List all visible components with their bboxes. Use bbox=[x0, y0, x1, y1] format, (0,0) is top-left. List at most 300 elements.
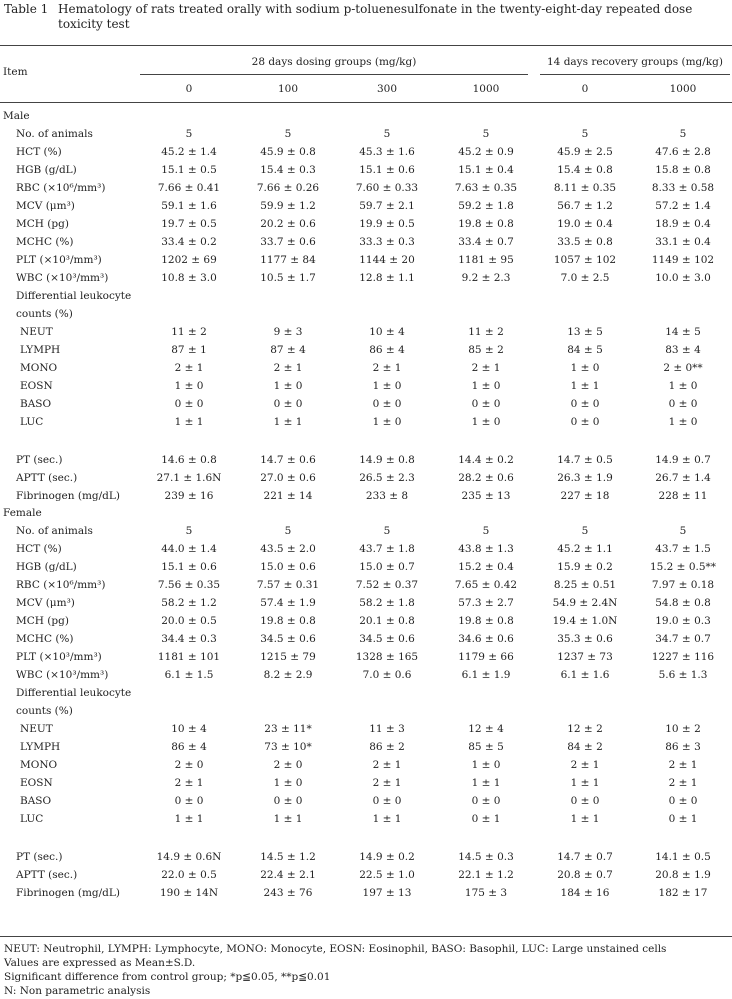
cell-value: 1 ± 1 bbox=[273, 416, 303, 428]
table-row bbox=[0, 630, 732, 648]
cell-value: 1 ± 1 bbox=[372, 813, 402, 825]
row-label: RBC (×10⁶/mm³) bbox=[16, 182, 106, 194]
cell-value: 45.3 ± 1.6 bbox=[359, 146, 415, 158]
cell-value: 2 ± 1 bbox=[668, 759, 698, 771]
cell-value: 33.3 ± 0.3 bbox=[359, 236, 415, 248]
cell-value: 14.6 ± 0.8 bbox=[161, 454, 217, 466]
cell-value: 7.63 ± 0.35 bbox=[454, 182, 518, 194]
row-label: LUC bbox=[20, 416, 44, 428]
row-spacer bbox=[0, 431, 732, 451]
table-row bbox=[0, 576, 732, 594]
cell-value: 5 bbox=[581, 525, 589, 537]
section-title bbox=[0, 108, 732, 125]
row-label: MCV (μm³) bbox=[16, 597, 75, 609]
cell-value: 0 ± 0 bbox=[570, 795, 600, 807]
cell-value: 0 ± 0 bbox=[174, 398, 204, 410]
cell-value: 86 ± 4 bbox=[171, 741, 207, 753]
cell-value: 2 ± 1 bbox=[570, 759, 600, 771]
cell-value: 6.1 ± 1.5 bbox=[164, 669, 214, 681]
table-row bbox=[0, 866, 732, 884]
cell-value: 0 ± 0 bbox=[570, 416, 600, 428]
bottom-rule bbox=[0, 936, 732, 937]
cell-value: 26.5 ± 2.3 bbox=[359, 472, 415, 484]
cell-value: 15.0 ± 0.7 bbox=[359, 561, 415, 573]
table-row bbox=[0, 540, 732, 558]
cell-value: 2 ± 0 bbox=[174, 759, 204, 771]
header-item: Item bbox=[3, 66, 28, 78]
section-title-label: Female bbox=[3, 507, 42, 519]
cell-value: 175 ± 3 bbox=[464, 887, 508, 899]
cell-value: 0 ± 0 bbox=[174, 795, 204, 807]
table-row bbox=[0, 269, 732, 287]
cell-value: 7.52 ± 0.37 bbox=[355, 579, 419, 591]
header-dose: 300 bbox=[376, 83, 398, 95]
cell-value: 15.9 ± 0.2 bbox=[557, 561, 613, 573]
cell-value: 26.3 ± 1.9 bbox=[557, 472, 613, 484]
cell-value: 19.0 ± 0.3 bbox=[655, 615, 711, 627]
cell-value: 86 ± 2 bbox=[369, 741, 405, 753]
cell-value: 20.8 ± 1.9 bbox=[655, 869, 711, 881]
cell-value: 43.7 ± 1.8 bbox=[359, 543, 415, 555]
cell-value: 0 ± 0 bbox=[273, 795, 303, 807]
cell-value: 15.1 ± 0.6 bbox=[359, 164, 415, 176]
cell-value: 33.4 ± 0.2 bbox=[161, 236, 217, 248]
cell-value: 45.2 ± 1.1 bbox=[557, 543, 613, 555]
cell-value: 1227 ± 116 bbox=[651, 651, 715, 663]
cell-value: 10 ± 4 bbox=[369, 326, 405, 338]
cell-value: 2 ± 1 bbox=[372, 777, 402, 789]
cell-value: 1144 ± 20 bbox=[359, 254, 415, 266]
cell-value: 10.5 ± 1.7 bbox=[260, 272, 316, 284]
row-label: MCH (pg) bbox=[16, 615, 69, 627]
top-rule bbox=[0, 45, 732, 46]
row-label: Differential leukocyte bbox=[16, 687, 132, 699]
cell-value: 243 ± 76 bbox=[263, 887, 313, 899]
cell-value: 23 ± 11* bbox=[264, 723, 312, 735]
row-label: LYMPH bbox=[20, 741, 61, 753]
cell-value: 8.2 ± 2.9 bbox=[263, 669, 313, 681]
cell-value: 0 ± 0 bbox=[471, 795, 501, 807]
row-label: EOSN bbox=[20, 777, 53, 789]
cell-value: 0 ± 0 bbox=[668, 398, 698, 410]
cell-value: 34.4 ± 0.3 bbox=[161, 633, 217, 645]
cell-value: 12.8 ± 1.1 bbox=[359, 272, 415, 284]
cell-value: 85 ± 2 bbox=[468, 344, 504, 356]
cell-value: 15.4 ± 0.8 bbox=[557, 164, 613, 176]
cell-value: 11 ± 2 bbox=[468, 326, 504, 338]
cell-value: 73 ± 10* bbox=[264, 741, 312, 753]
cell-value: 87 ± 4 bbox=[270, 344, 306, 356]
footnote-nonparametric: N: Non parametric analysis bbox=[4, 985, 151, 997]
cell-value: 0 ± 0 bbox=[471, 398, 501, 410]
table-row bbox=[0, 666, 732, 684]
cell-value: 5 bbox=[284, 128, 292, 140]
cell-value: 34.5 ± 0.6 bbox=[359, 633, 415, 645]
cell-value: 15.1 ± 0.4 bbox=[458, 164, 514, 176]
cell-value: 19.8 ± 0.8 bbox=[260, 615, 316, 627]
table-row bbox=[0, 594, 732, 612]
cell-value: 5 bbox=[581, 128, 589, 140]
cell-value: 1 ± 0 bbox=[372, 416, 402, 428]
row-label: No. of animals bbox=[16, 128, 93, 140]
cell-value: 233 ± 8 bbox=[365, 490, 409, 502]
cell-value: 1 ± 0 bbox=[174, 380, 204, 392]
cell-value: 7.97 ± 0.18 bbox=[651, 579, 715, 591]
cell-value: 1 ± 1 bbox=[174, 813, 204, 825]
cell-value: 19.8 ± 0.8 bbox=[458, 615, 514, 627]
cell-value: 5 bbox=[679, 525, 687, 537]
cell-value: 1 ± 1 bbox=[570, 380, 600, 392]
cell-value: 5 bbox=[383, 128, 391, 140]
cell-value: 59.9 ± 1.2 bbox=[260, 200, 316, 212]
table-row bbox=[0, 251, 732, 269]
cell-value: 20.1 ± 0.8 bbox=[359, 615, 415, 627]
cell-value: 7.65 ± 0.42 bbox=[454, 579, 518, 591]
table-row bbox=[0, 305, 732, 323]
row-label: HGB (g/dL) bbox=[16, 164, 77, 176]
cell-value: 22.0 ± 0.5 bbox=[161, 869, 217, 881]
cell-value: 18.9 ± 0.4 bbox=[655, 218, 711, 230]
cell-value: 59.1 ± 1.6 bbox=[161, 200, 217, 212]
cell-value: 58.2 ± 1.2 bbox=[161, 597, 217, 609]
row-label: No. of animals bbox=[16, 525, 93, 537]
cell-value: 1 ± 0 bbox=[372, 380, 402, 392]
recovery-groups-underline bbox=[540, 74, 730, 75]
table-row bbox=[0, 451, 732, 469]
cell-value: 239 ± 16 bbox=[164, 490, 214, 502]
footnote-values: Values are expressed as Mean±S.D. bbox=[4, 957, 196, 969]
cell-value: 1 ± 0 bbox=[668, 416, 698, 428]
cell-value: 228 ± 11 bbox=[658, 490, 708, 502]
table-row bbox=[0, 612, 732, 630]
row-label: EOSN bbox=[20, 380, 53, 392]
section-title bbox=[0, 505, 732, 522]
section-title-label: Male bbox=[3, 110, 30, 122]
row-label: PLT (×10³/mm³) bbox=[16, 651, 102, 663]
row-label: HGB (g/dL) bbox=[16, 561, 77, 573]
row-label: NEUT bbox=[20, 326, 53, 338]
cell-value: 1 ± 1 bbox=[174, 416, 204, 428]
cell-value: 8.11 ± 0.35 bbox=[553, 182, 617, 194]
header-rule bbox=[0, 102, 732, 103]
cell-value: 7.60 ± 0.33 bbox=[355, 182, 419, 194]
cell-value: 1 ± 1 bbox=[273, 813, 303, 825]
table-row bbox=[0, 287, 732, 305]
cell-value: 27.1 ± 1.6N bbox=[156, 472, 222, 484]
table-row bbox=[0, 197, 732, 215]
row-label: APTT (sec.) bbox=[16, 472, 78, 484]
cell-value: 86 ± 3 bbox=[665, 741, 701, 753]
cell-value: 1177 ± 84 bbox=[260, 254, 316, 266]
cell-value: 33.1 ± 0.4 bbox=[655, 236, 711, 248]
cell-value: 19.9 ± 0.5 bbox=[359, 218, 415, 230]
dosing-groups-underline bbox=[140, 74, 528, 75]
cell-value: 1181 ± 95 bbox=[458, 254, 514, 266]
cell-value: 7.57 ± 0.31 bbox=[256, 579, 320, 591]
cell-value: 1 ± 0 bbox=[471, 416, 501, 428]
cell-value: 1149 ± 102 bbox=[651, 254, 715, 266]
cell-value: 2 ± 0** bbox=[663, 362, 703, 374]
cell-value: 7.0 ± 0.6 bbox=[362, 669, 412, 681]
table-row bbox=[0, 810, 732, 828]
table-row bbox=[0, 558, 732, 576]
cell-value: 57.2 ± 1.4 bbox=[655, 200, 711, 212]
cell-value: 1 ± 0 bbox=[471, 759, 501, 771]
cell-value: 1057 ± 102 bbox=[553, 254, 617, 266]
cell-value: 57.4 ± 1.9 bbox=[260, 597, 316, 609]
row-label: Fibrinogen (mg/dL) bbox=[16, 887, 120, 899]
footnotes bbox=[4, 942, 728, 998]
cell-value: 15.1 ± 0.5 bbox=[161, 164, 217, 176]
cell-value: 190 ± 14N bbox=[159, 887, 219, 899]
cell-value: 0 ± 0 bbox=[372, 795, 402, 807]
cell-value: 1 ± 0 bbox=[471, 380, 501, 392]
row-label: PT (sec.) bbox=[16, 851, 63, 863]
cell-value: 5 bbox=[383, 525, 391, 537]
cell-value: 6.1 ± 1.9 bbox=[461, 669, 511, 681]
cell-value: 11 ± 3 bbox=[369, 723, 405, 735]
table-row bbox=[0, 702, 732, 720]
cell-value: 59.7 ± 2.1 bbox=[359, 200, 415, 212]
cell-value: 2 ± 1 bbox=[668, 777, 698, 789]
cell-value: 0 ± 1 bbox=[471, 813, 501, 825]
cell-value: 34.7 ± 0.7 bbox=[655, 633, 711, 645]
row-label: MONO bbox=[20, 759, 58, 771]
cell-value: 58.2 ± 1.8 bbox=[359, 597, 415, 609]
row-label: MCH (pg) bbox=[16, 218, 69, 230]
header-dose: 1000 bbox=[669, 83, 697, 95]
row-label: PT (sec.) bbox=[16, 454, 63, 466]
row-label: MCHC (%) bbox=[16, 633, 74, 645]
row-label: Fibrinogen (mg/dL) bbox=[16, 490, 120, 502]
cell-value: 7.66 ± 0.41 bbox=[157, 182, 221, 194]
cell-value: 45.9 ± 0.8 bbox=[260, 146, 316, 158]
cell-value: 5 bbox=[185, 525, 193, 537]
cell-value: 33.4 ± 0.7 bbox=[458, 236, 514, 248]
cell-value: 19.7 ± 0.5 bbox=[161, 218, 217, 230]
cell-value: 35.3 ± 0.6 bbox=[557, 633, 613, 645]
cell-value: 22.4 ± 2.1 bbox=[260, 869, 316, 881]
cell-value: 197 ± 13 bbox=[362, 887, 412, 899]
cell-value: 1 ± 0 bbox=[273, 380, 303, 392]
table-row bbox=[0, 215, 732, 233]
cell-value: 86 ± 4 bbox=[369, 344, 405, 356]
cell-value: 7.0 ± 2.5 bbox=[560, 272, 610, 284]
cell-value: 14.5 ± 0.3 bbox=[458, 851, 514, 863]
row-label: Differential leukocyte bbox=[16, 290, 132, 302]
row-spacer bbox=[0, 828, 732, 848]
row-label: LUC bbox=[20, 813, 44, 825]
cell-value: 0 ± 0 bbox=[570, 398, 600, 410]
table-row bbox=[0, 233, 732, 251]
cell-value: 1179 ± 66 bbox=[458, 651, 514, 663]
table-row bbox=[0, 161, 732, 179]
cell-value: 20.2 ± 0.6 bbox=[260, 218, 316, 230]
row-label: HCT (%) bbox=[16, 146, 62, 158]
table-row bbox=[0, 487, 732, 505]
cell-value: 1 ± 1 bbox=[570, 813, 600, 825]
cell-value: 19.4 ± 1.0N bbox=[552, 615, 618, 627]
cell-value: 43.8 ± 1.3 bbox=[458, 543, 514, 555]
cell-value: 2 ± 1 bbox=[174, 777, 204, 789]
row-label: WBC (×10³/mm³) bbox=[16, 669, 109, 681]
row-label: MCV (μm³) bbox=[16, 200, 75, 212]
cell-value: 1202 ± 69 bbox=[161, 254, 217, 266]
header-recovery-groups: 14 days recovery groups (mg/kg) bbox=[547, 56, 723, 68]
cell-value: 34.5 ± 0.6 bbox=[260, 633, 316, 645]
cell-value: 14.4 ± 0.2 bbox=[458, 454, 514, 466]
footnote-abbreviations: NEUT: Neutrophil, LYMPH: Lymphocyte, MONO: Monocyte, EOSN: Eosinophil, BASO: Basophil, LUC: Large unstained cells bbox=[4, 943, 667, 955]
cell-value: 59.2 ± 1.8 bbox=[458, 200, 514, 212]
table-row bbox=[0, 179, 732, 197]
cell-value: 15.2 ± 0.4 bbox=[458, 561, 514, 573]
cell-value: 8.33 ± 0.58 bbox=[651, 182, 715, 194]
row-label: BASO bbox=[20, 398, 52, 410]
table-row bbox=[0, 848, 732, 866]
cell-value: 8.25 ± 0.51 bbox=[553, 579, 617, 591]
row-label: counts (%) bbox=[16, 308, 73, 320]
row-label: APTT (sec.) bbox=[16, 869, 78, 881]
cell-value: 1328 ± 165 bbox=[355, 651, 419, 663]
row-label: HCT (%) bbox=[16, 543, 62, 555]
cell-value: 33.7 ± 0.6 bbox=[260, 236, 316, 248]
table-row bbox=[0, 469, 732, 487]
cell-value: 12 ± 2 bbox=[567, 723, 603, 735]
row-label: RBC (×10⁶/mm³) bbox=[16, 579, 106, 591]
table-body bbox=[0, 108, 732, 902]
row-label: BASO bbox=[20, 795, 52, 807]
cell-value: 5.6 ± 1.3 bbox=[658, 669, 708, 681]
table-row bbox=[0, 756, 732, 774]
cell-value: 2 ± 0 bbox=[273, 759, 303, 771]
cell-value: 33.5 ± 0.8 bbox=[557, 236, 613, 248]
cell-value: 14.7 ± 0.7 bbox=[557, 851, 613, 863]
cell-value: 10.8 ± 3.0 bbox=[161, 272, 217, 284]
cell-value: 9 ± 3 bbox=[273, 326, 303, 338]
table-row bbox=[0, 143, 732, 161]
row-label: MCHC (%) bbox=[16, 236, 74, 248]
row-label: WBC (×10³/mm³) bbox=[16, 272, 109, 284]
cell-value: 54.8 ± 0.8 bbox=[655, 597, 711, 609]
cell-value: 15.2 ± 0.5** bbox=[649, 561, 717, 573]
footnote-significance: Significant difference from control group; *p≦0.05, **p≦0.01 bbox=[4, 971, 331, 983]
cell-value: 235 ± 13 bbox=[461, 490, 511, 502]
cell-value: 227 ± 18 bbox=[560, 490, 610, 502]
cell-value: 15.0 ± 0.6 bbox=[260, 561, 316, 573]
cell-value: 14.9 ± 0.7 bbox=[655, 454, 711, 466]
cell-value: 1215 ± 79 bbox=[260, 651, 316, 663]
cell-value: 43.7 ± 1.5 bbox=[655, 543, 711, 555]
cell-value: 12 ± 4 bbox=[468, 723, 504, 735]
cell-value: 5 bbox=[679, 128, 687, 140]
cell-value: 54.9 ± 2.4N bbox=[552, 597, 618, 609]
cell-value: 13 ± 5 bbox=[567, 326, 603, 338]
cell-value: 14.7 ± 0.5 bbox=[557, 454, 613, 466]
cell-value: 57.3 ± 2.7 bbox=[458, 597, 514, 609]
cell-value: 0 ± 1 bbox=[668, 813, 698, 825]
cell-value: 184 ± 16 bbox=[560, 887, 610, 899]
cell-value: 1237 ± 73 bbox=[557, 651, 613, 663]
cell-value: 11 ± 2 bbox=[171, 326, 207, 338]
cell-value: 2 ± 1 bbox=[372, 362, 402, 374]
table-row bbox=[0, 377, 732, 395]
table-row bbox=[0, 323, 732, 341]
header-dose: 1000 bbox=[472, 83, 500, 95]
cell-value: 15.4 ± 0.3 bbox=[260, 164, 316, 176]
table-row bbox=[0, 684, 732, 702]
table-row bbox=[0, 413, 732, 431]
cell-value: 14.9 ± 0.8 bbox=[359, 454, 415, 466]
cell-value: 15.8 ± 0.8 bbox=[655, 164, 711, 176]
table-row bbox=[0, 341, 732, 359]
cell-value: 28.2 ± 0.6 bbox=[458, 472, 514, 484]
cell-value: 44.0 ± 1.4 bbox=[161, 543, 217, 555]
cell-value: 2 ± 1 bbox=[174, 362, 204, 374]
cell-value: 14.7 ± 0.6 bbox=[260, 454, 316, 466]
cell-value: 2 ± 1 bbox=[471, 362, 501, 374]
header-dosing-groups: 28 days dosing groups (mg/kg) bbox=[251, 56, 417, 68]
cell-value: 45.2 ± 1.4 bbox=[161, 146, 217, 158]
cell-value: 14.9 ± 0.2 bbox=[359, 851, 415, 863]
cell-value: 47.6 ± 2.8 bbox=[655, 146, 711, 158]
cell-value: 10.0 ± 3.0 bbox=[655, 272, 711, 284]
cell-value: 10 ± 2 bbox=[665, 723, 701, 735]
cell-value: 5 bbox=[482, 128, 490, 140]
cell-value: 14.9 ± 0.6N bbox=[156, 851, 222, 863]
cell-value: 45.2 ± 0.9 bbox=[458, 146, 514, 158]
cell-value: 83 ± 4 bbox=[665, 344, 701, 356]
cell-value: 87 ± 1 bbox=[171, 344, 207, 356]
row-label: MONO bbox=[20, 362, 58, 374]
cell-value: 1 ± 1 bbox=[570, 777, 600, 789]
cell-value: 5 bbox=[482, 525, 490, 537]
cell-value: 27.0 ± 0.6 bbox=[260, 472, 316, 484]
table-row bbox=[0, 359, 732, 377]
cell-value: 19.8 ± 0.8 bbox=[458, 218, 514, 230]
table-row bbox=[0, 792, 732, 810]
table-caption bbox=[4, 2, 724, 32]
cell-value: 1 ± 1 bbox=[471, 777, 501, 789]
cell-value: 15.1 ± 0.6 bbox=[161, 561, 217, 573]
table-row bbox=[0, 125, 732, 143]
table-row bbox=[0, 648, 732, 666]
cell-value: 182 ± 17 bbox=[658, 887, 708, 899]
row-label: NEUT bbox=[20, 723, 53, 735]
cell-value: 20.8 ± 0.7 bbox=[557, 869, 613, 881]
cell-value: 1181 ± 101 bbox=[157, 651, 221, 663]
table-row bbox=[0, 774, 732, 792]
table-row bbox=[0, 738, 732, 756]
row-label: counts (%) bbox=[16, 705, 73, 717]
cell-value: 1 ± 0 bbox=[570, 362, 600, 374]
row-label: LYMPH bbox=[20, 344, 61, 356]
table-row bbox=[0, 395, 732, 413]
cell-value: 221 ± 14 bbox=[263, 490, 313, 502]
table-row bbox=[0, 522, 732, 540]
cell-value: 7.56 ± 0.35 bbox=[157, 579, 221, 591]
cell-value: 0 ± 0 bbox=[668, 795, 698, 807]
cell-value: 84 ± 5 bbox=[567, 344, 603, 356]
cell-value: 7.66 ± 0.26 bbox=[256, 182, 320, 194]
cell-value: 84 ± 2 bbox=[567, 741, 603, 753]
cell-value: 85 ± 5 bbox=[468, 741, 504, 753]
cell-value: 14.5 ± 1.2 bbox=[260, 851, 316, 863]
table-row bbox=[0, 720, 732, 738]
table-number: Table 1 bbox=[4, 2, 49, 16]
cell-value: 5 bbox=[185, 128, 193, 140]
row-label: PLT (×10³/mm³) bbox=[16, 254, 102, 266]
cell-value: 56.7 ± 1.2 bbox=[557, 200, 613, 212]
